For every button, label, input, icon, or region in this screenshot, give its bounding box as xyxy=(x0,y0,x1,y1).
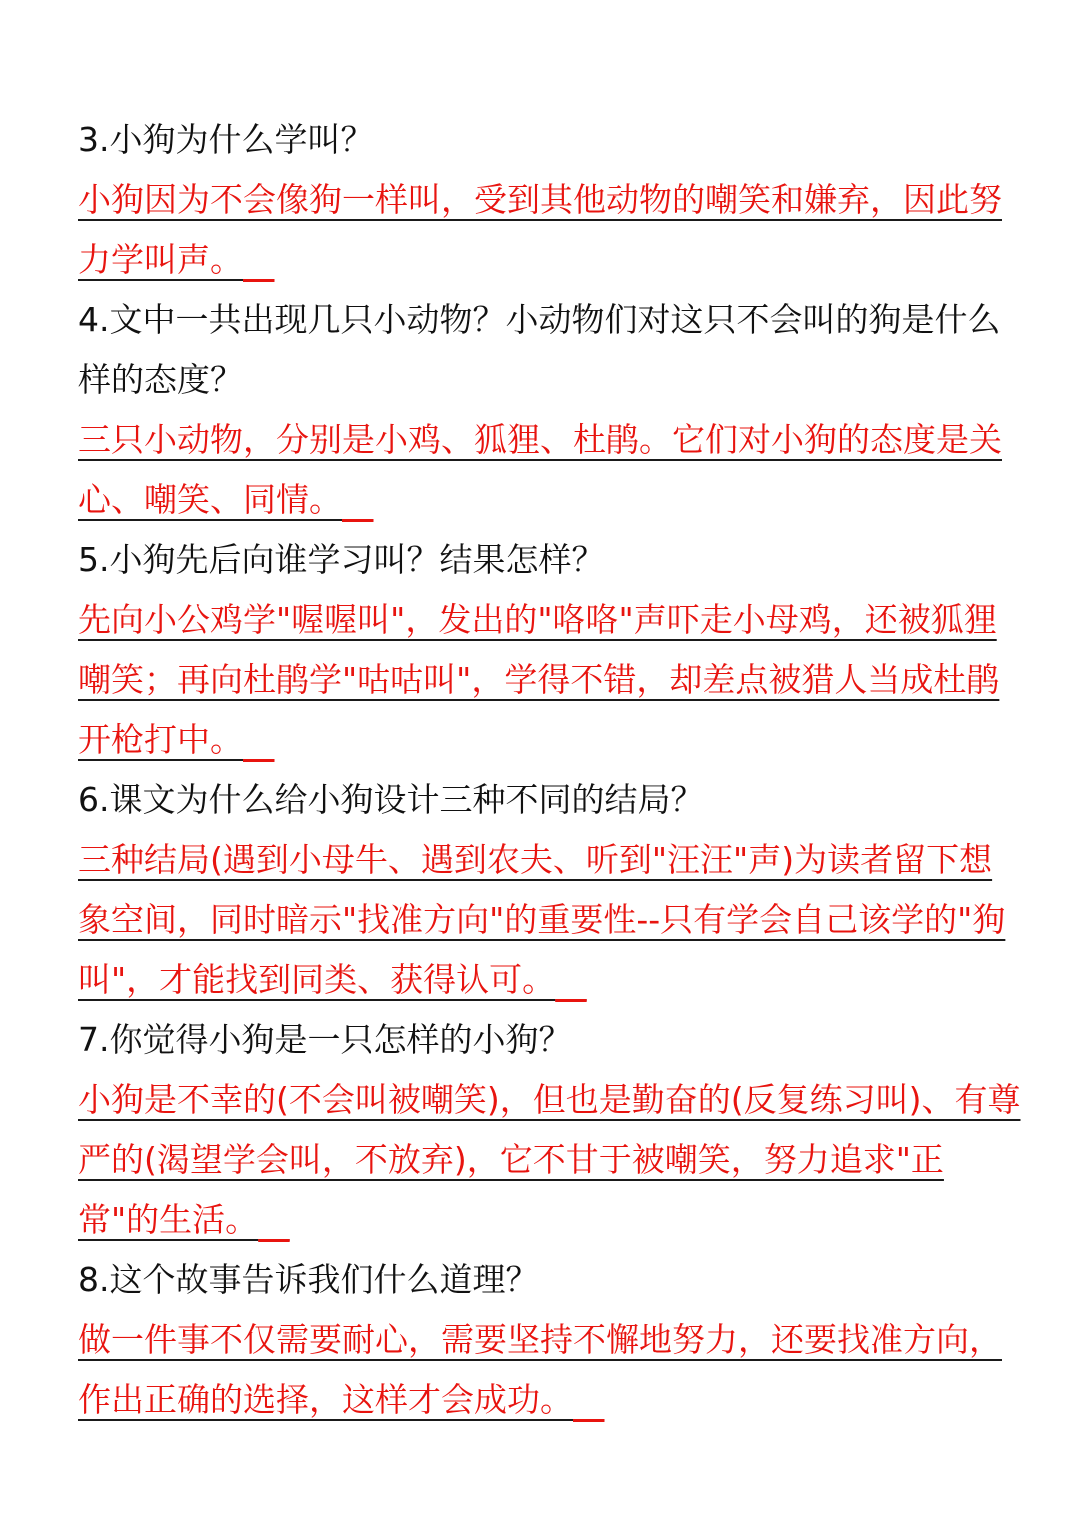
answer-5 xyxy=(78,590,1023,770)
answer-5-text: 先向小公鸡学"喔喔叫"，发出的"咯咯"声吓走小母鸡，还被狐狸嘲笑；再向杜鹃学"咕咕叫"，学得不错，却差点被猎人当成杜鹃开枪打中。 xyxy=(78,600,1000,759)
answer-6-text: 三种结局(遇到小母牛、遇到农夫、听到"汪汪"声)为读者留下想象空间，同时暗示"找准方向"的重要性--只有学会自己该学的"狗叫"，才能找到同类、获得认可。 xyxy=(78,840,1006,999)
qa-item-4 xyxy=(78,290,1023,530)
answer-4-text: 三只小动物，分别是小鸡、狐狸、杜鹃。它们对小狗的态度是关心、嘲笑、同情。 xyxy=(78,420,1002,519)
question-5: 5.小狗先后向谁学习叫？结果怎样？ xyxy=(78,540,605,579)
qa-list xyxy=(78,110,1023,1430)
question-3: 3.小狗为什么学叫？ xyxy=(78,120,374,159)
answer-3 xyxy=(78,170,1023,290)
qa-item-8 xyxy=(78,1250,1023,1430)
qa-item-5 xyxy=(78,530,1023,770)
question-6: 6.课文为什么给小狗设计三种不同的结局？ xyxy=(78,780,704,819)
answer-6 xyxy=(78,830,1023,1010)
answer-4 xyxy=(78,410,1023,530)
qa-item-6 xyxy=(78,770,1023,1010)
answer-7-text: 小狗是不幸的(不会叫被嘲笑)，但也是勤奋的(反复练习叫)、有尊严的(渴望学会叫，不放弃)，它不甘于被嘲笑，努力追求"正常"的生活。 xyxy=(78,1080,1021,1239)
qa-item-3 xyxy=(78,110,1023,290)
question-8: 8.这个故事告诉我们什么道理？ xyxy=(78,1260,539,1299)
answer-8-text: 做一件事不仅需要耐心，需要坚持不懈地努力，还要找准方向，作出正确的选择，这样才会成功。 xyxy=(78,1320,1002,1419)
answer-3-text: 小狗因为不会像狗一样叫，受到其他动物的嘲笑和嫌弃，因此努力学叫声。 xyxy=(78,180,1002,279)
qa-item-7 xyxy=(78,1010,1023,1250)
question-4: 4.文中一共出现几只小动物？小动物们对这只不会叫的狗是什么样的态度？ xyxy=(78,300,1001,399)
answer-7 xyxy=(78,1070,1023,1250)
question-7: 7.你觉得小狗是一只怎样的小狗？ xyxy=(78,1020,572,1059)
answer-8 xyxy=(78,1310,1023,1430)
